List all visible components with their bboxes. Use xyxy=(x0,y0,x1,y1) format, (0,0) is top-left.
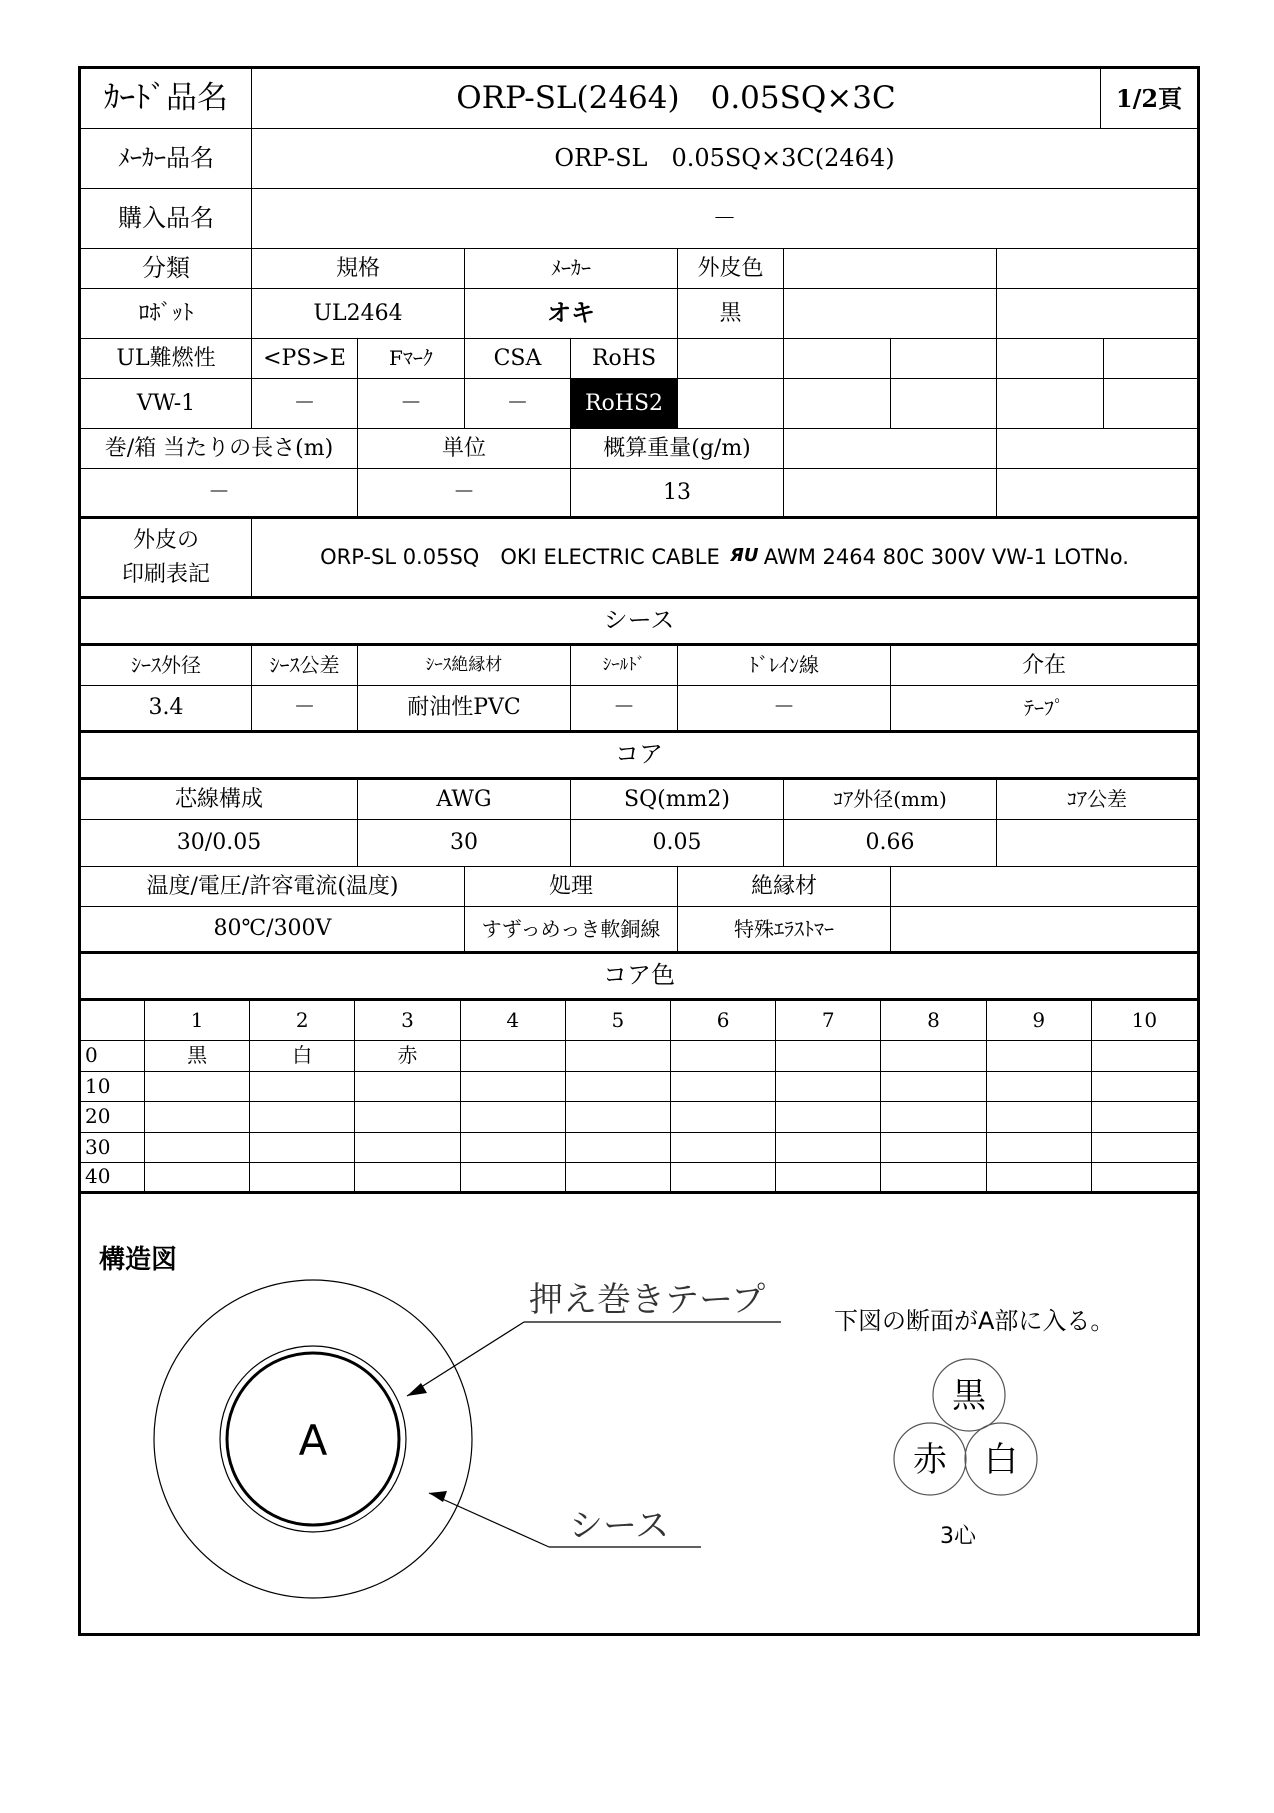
insulation-label: 絶縁材 xyxy=(678,867,891,907)
blank-cell xyxy=(784,429,997,469)
color-column-header: 1 xyxy=(145,1001,250,1041)
color-cell xyxy=(1092,1041,1197,1072)
print-label-line1: 外皮の xyxy=(132,528,199,554)
blank-cell xyxy=(997,379,1104,429)
sheath-label: シース xyxy=(569,1506,670,1546)
sheath-section-title: シース xyxy=(81,599,1197,646)
color-cell xyxy=(776,1072,881,1103)
color-cell xyxy=(987,1041,1092,1072)
jacket-color-label: 外皮色 xyxy=(678,249,784,289)
blank-cell xyxy=(678,339,784,379)
reel-length-label: 巻/箱 当たりの長さ(m) xyxy=(81,429,358,469)
color-cell xyxy=(566,1072,671,1103)
color-cell xyxy=(461,1133,566,1164)
drain-value: － xyxy=(678,686,891,733)
core-od-value: 0.66 xyxy=(784,820,997,867)
color-column-header: 7 xyxy=(776,1001,881,1041)
cross-section-note: 下図の断面がA部に入る。 xyxy=(834,1307,1115,1335)
sheath-tol-label: ｼｰｽ公差 xyxy=(252,646,358,686)
shield-value: － xyxy=(571,686,678,733)
maker-name-value: ORP-SL 0.05SQ×3C(2464) xyxy=(252,129,1197,189)
color-cell xyxy=(250,1133,355,1164)
sq-value: 0.05 xyxy=(571,820,784,867)
color-cell xyxy=(776,1163,881,1194)
blank-cell xyxy=(891,339,997,379)
color-row-label: 30 xyxy=(81,1133,145,1164)
insulation-value: 特殊ｴﾗｽﾄﾏｰ xyxy=(678,907,891,954)
sheath-od-label: ｼｰｽ外径 xyxy=(81,646,252,686)
temp-voltage-label: 温度/電圧/許容電流(温度) xyxy=(81,867,465,907)
blank-cell xyxy=(997,249,1197,289)
rohs-label: RoHS xyxy=(571,339,678,379)
awg-label: AWG xyxy=(358,780,571,820)
color-cell xyxy=(1092,1072,1197,1103)
color-column-header: 2 xyxy=(250,1001,355,1041)
purchase-name-value: － xyxy=(252,189,1197,249)
weight-value: 13 xyxy=(571,469,784,519)
blank-cell xyxy=(784,249,997,289)
sheath-leader-line xyxy=(429,1493,549,1547)
color-column-header: 9 xyxy=(987,1001,1092,1041)
fmark-label: Fﾏｰｸ xyxy=(358,339,465,379)
color-cell xyxy=(461,1072,566,1103)
color-cell xyxy=(355,1133,460,1164)
color-row-label: 20 xyxy=(81,1102,145,1133)
rohs-value: RoHS2 xyxy=(571,379,678,429)
color-cell xyxy=(671,1102,776,1133)
color-cell xyxy=(566,1163,671,1194)
jacket-color-value: 黒 xyxy=(678,289,784,339)
blank-cell xyxy=(997,339,1104,379)
blank-cell xyxy=(1104,339,1197,379)
purchase-name-label: 購入品名 xyxy=(81,189,252,249)
standard-label: 規格 xyxy=(252,249,465,289)
color-cell xyxy=(987,1072,1092,1103)
print-text-after: AWM 2464 80C 300V VW-1 LOTNo. xyxy=(763,545,1129,570)
reel-length-value: － xyxy=(81,469,358,519)
class-label: 分類 xyxy=(81,249,252,289)
color-cell xyxy=(671,1072,776,1103)
color-cell xyxy=(776,1133,881,1164)
treatment-value: すずっめっき軟銅線 xyxy=(465,907,678,954)
core-count-label: 3心 xyxy=(940,1524,976,1549)
cable-cross-section xyxy=(81,1221,1197,1633)
color-cell xyxy=(881,1133,986,1164)
tape-label: 押え巻きテープ xyxy=(529,1280,766,1320)
pse-label: <PS>E xyxy=(252,339,358,379)
maker-value: オキ xyxy=(465,289,678,339)
color-cell xyxy=(145,1133,250,1164)
blank-cell xyxy=(1104,379,1197,429)
page-number: 1/2頁 xyxy=(1101,69,1197,129)
card-name-value: ORP-SL(2464) 0.05SQ×3C xyxy=(252,69,1101,129)
color-cell xyxy=(250,1102,355,1133)
structure-diagram xyxy=(81,1221,1197,1633)
blank-cell xyxy=(678,379,784,429)
color-cell xyxy=(776,1041,881,1072)
color-cell xyxy=(1092,1102,1197,1133)
filler-label: 介在 xyxy=(891,646,1197,686)
blank-cell xyxy=(784,469,997,519)
drain-label: ﾄﾞﾚｲﾝ線 xyxy=(678,646,891,686)
strand-value: 30/0.05 xyxy=(81,820,358,867)
core-color-label: 黒 xyxy=(952,1376,986,1416)
structure-title: 構造図 xyxy=(99,1245,178,1275)
color-cell xyxy=(461,1102,566,1133)
color-row-label: 40 xyxy=(81,1163,145,1194)
core-section-title: コア xyxy=(81,733,1197,780)
color-cell xyxy=(987,1133,1092,1164)
print-marking-value xyxy=(252,519,1197,599)
unit-label: 単位 xyxy=(358,429,571,469)
color-cell xyxy=(671,1041,776,1072)
core-tol-label: ｺｱ公差 xyxy=(997,780,1197,820)
color-column-header: 5 xyxy=(566,1001,671,1041)
color-column-header: 3 xyxy=(355,1001,460,1041)
color-row-label: 10 xyxy=(81,1072,145,1103)
color-cell xyxy=(566,1133,671,1164)
color-cell xyxy=(250,1072,355,1103)
color-cell xyxy=(671,1133,776,1164)
blank-cell xyxy=(997,429,1197,469)
sheath-material-value: 耐油性PVC xyxy=(358,686,571,733)
shield-label: ｼｰﾙﾄﾞ xyxy=(571,646,678,686)
blank-cell xyxy=(784,339,891,379)
blank-cell xyxy=(891,907,1197,954)
strand-label: 芯線構成 xyxy=(81,780,358,820)
color-cell xyxy=(355,1163,460,1194)
blank-cell xyxy=(784,289,997,339)
blank-cell xyxy=(997,469,1197,519)
sq-label: SQ(mm2) xyxy=(571,780,784,820)
standard-value: UL2464 xyxy=(252,289,465,339)
print-text-before: ORP-SL 0.05SQ OKI ELECTRIC CABLE xyxy=(320,545,720,570)
blank-cell xyxy=(891,867,1197,907)
color-cell xyxy=(461,1163,566,1194)
ul-flame-value: VW-1 xyxy=(81,379,252,429)
color-cell xyxy=(776,1102,881,1133)
print-label-line2: 印刷表記 xyxy=(121,561,210,587)
weight-label: 概算重量(g/m) xyxy=(571,429,784,469)
ul-recognized-icon xyxy=(729,544,759,571)
core-color-section-title: コア色 xyxy=(81,954,1197,1001)
class-value: ﾛﾎﾞｯﾄ xyxy=(81,289,252,339)
color-cell xyxy=(881,1163,986,1194)
blank-cell xyxy=(784,379,891,429)
color-column-header: 10 xyxy=(1092,1001,1197,1041)
core-tol-value xyxy=(997,820,1197,867)
color-cell xyxy=(566,1102,671,1133)
color-cell xyxy=(881,1041,986,1072)
core-od-label: ｺｱ外径(mm) xyxy=(784,780,997,820)
fmark-value: － xyxy=(358,379,465,429)
svg-text:ЯU: ЯU xyxy=(729,545,759,566)
color-cell xyxy=(1092,1163,1197,1194)
core-color-label: 白 xyxy=(984,1440,1018,1480)
color-cell xyxy=(566,1041,671,1072)
pse-value: － xyxy=(252,379,358,429)
color-cell xyxy=(987,1163,1092,1194)
csa-value: － xyxy=(465,379,571,429)
awg-value: 30 xyxy=(358,820,571,867)
sheath-od-value: 3.4 xyxy=(81,686,252,733)
color-cell xyxy=(881,1102,986,1133)
ul-flame-label: UL難燃性 xyxy=(81,339,252,379)
blank-cell xyxy=(997,289,1197,339)
color-cell xyxy=(1092,1133,1197,1164)
blank-cell xyxy=(891,379,997,429)
csa-label: CSA xyxy=(465,339,571,379)
card-name-label: ｶｰﾄﾞ品名 xyxy=(81,69,252,129)
color-column-header: 6 xyxy=(671,1001,776,1041)
color-cell xyxy=(881,1072,986,1103)
color-cell xyxy=(145,1163,250,1194)
color-cell xyxy=(145,1102,250,1133)
sheath-material-label: ｼｰｽ絶縁材 xyxy=(358,646,571,686)
temp-voltage-value: 80℃/300V xyxy=(81,907,465,954)
print-marking-label xyxy=(81,519,252,599)
filler-value: ﾃｰﾌﾟ xyxy=(891,686,1197,733)
maker-label: ﾒｰｶｰ xyxy=(465,249,678,289)
color-cell xyxy=(355,1072,460,1103)
unit-value: － xyxy=(358,469,571,519)
color-cell xyxy=(355,1102,460,1133)
core-color-label: 赤 xyxy=(913,1440,947,1480)
color-cell: 白 xyxy=(250,1041,355,1072)
color-column-header: 4 xyxy=(461,1001,566,1041)
color-cell xyxy=(461,1041,566,1072)
color-cell xyxy=(145,1072,250,1103)
color-cell: 赤 xyxy=(355,1041,460,1072)
color-cell xyxy=(987,1102,1092,1133)
color-row-label: 0 xyxy=(81,1041,145,1072)
color-grid-corner xyxy=(81,1001,145,1041)
color-cell xyxy=(671,1163,776,1194)
color-cell xyxy=(250,1163,355,1194)
color-cell: 黒 xyxy=(145,1041,250,1072)
tape-leader-line xyxy=(407,1322,524,1396)
center-label: A xyxy=(298,1416,328,1465)
sheath-tol-value: － xyxy=(252,686,358,733)
treatment-label: 処理 xyxy=(465,867,678,907)
spec-sheet xyxy=(78,66,1200,1636)
color-column-header: 8 xyxy=(881,1001,986,1041)
maker-name-label: ﾒｰｶｰ品名 xyxy=(81,129,252,189)
